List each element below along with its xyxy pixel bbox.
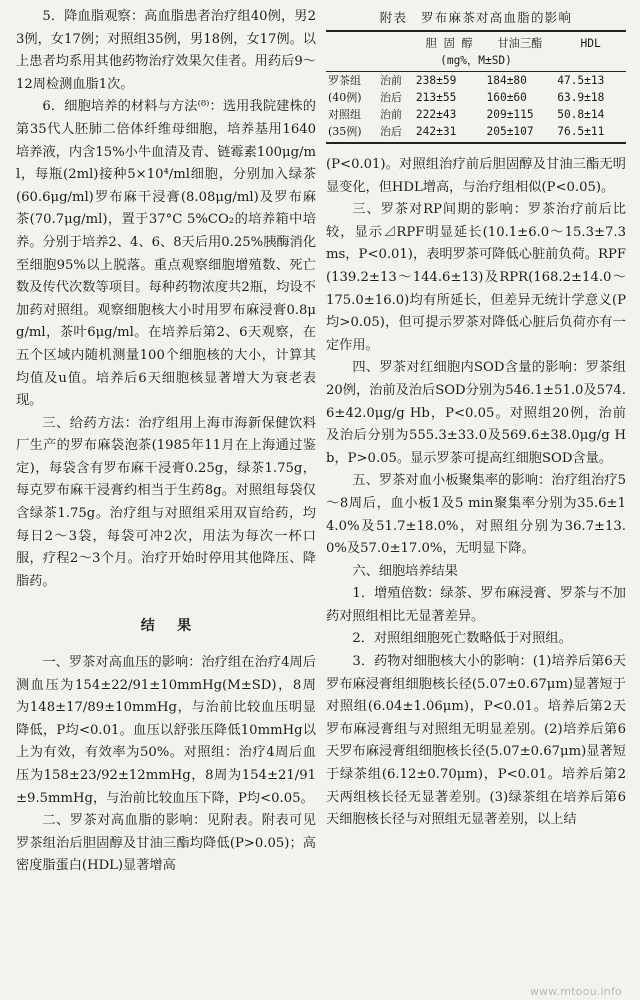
table-cell-phase: 治后	[378, 123, 414, 143]
table-cell-phase: 治前	[379, 74, 402, 87]
paragraph-lipid-continued: (P<0.01)。对照组治疗前后胆固醇及甘油三酯无明显变化，但HDL增高，与治疗组相似(P<0.05)。	[326, 157, 626, 195]
paragraph-proliferation: 1．增殖倍数：绿茶、罗布麻浸膏、罗茶与不加药对照组相比无显著差异。	[326, 586, 626, 624]
table-cell-group: 罗茶组	[328, 74, 361, 87]
paragraph-blood-lipid-effect: 二、罗茶对高血脂的影响：见附表。附表可见罗茶组治后胆固醇及甘油三酯均降低(P>0.05)；高密度脂蛋白(HDL)显著增高	[16, 813, 316, 874]
paragraph-sod-effect: 四、罗茶对红细胞内SOD含量的影响：罗茶组20例，治前及治后SOD分别为546.1±51.0及574.6±42.0μg/g Hb，P<0.05。对照组20例，治前及治后分别为555.3±33.0及569.6±38.0μg/g Hb，P>0.05。显示罗茶可提高红细胞SOD含量。	[326, 360, 626, 466]
table-row	[326, 123, 626, 143]
table-cell-group: (40例)	[328, 91, 362, 104]
table-cell-triglyceride: 209±115	[486, 108, 534, 121]
table-cell-cholesterol: 238±59	[415, 74, 457, 87]
table-cell-cholesterol: 222±43	[415, 108, 457, 121]
table-cell-group: 对照组	[328, 108, 361, 121]
paragraph-rp-interval-effect: 三、罗茶对RP间期的影响：罗茶治疗前后比较，显示⊿RPF明显延长(10.1±6.0～15.3±7.3ms，P<0.01)，表明罗茶可降低心脏前负荷。RPF(139.2±13～144.6±13)及RPR(168.2±14.0～175.0±16.0)均有所延长，但差异无统计学意义(P均>0.05)，但可提示罗茶对降低心脏后负荷亦有一定作用。	[326, 202, 626, 353]
table-cell-cholesterol: 213±55	[415, 91, 457, 104]
right-column	[326, 8, 626, 832]
paragraph-cell-culture-methods: 6．细胞培养的材料与方法⁽⁸⁾：选用我院建株的第35代人胚肺二倍体纤维母细胞，培养基用1640培养液，内含15%小牛血清及青、链霉素100μg/ml，每瓶(2ml)接种5×10⁴/ml细胞，分别加入绿茶(60.6μg/ml)罗布麻干浸膏(8.08μg/ml)及罗布麻茶(70.7μg/ml)，置于37°C 5%CO₂的培养箱中培养。分别于培养2、4、6、8天后用0.25%胰酶消化至细胞95%以上脱落。重点观察细胞增殖数、死亡数及传代次数等项目。每种药物浓度共2瓶，均设不加药对照组。观察细胞核大小时用罗布麻浸膏0.8μg/ml，茶叶6μg/ml。在培养后第2、6天观察，在五个区域内随机测量100个细胞核的大小，计算其均值及u值。培养后6天细胞核显著增大为衰老表现。	[16, 99, 316, 409]
table-row	[326, 89, 626, 106]
left-column	[16, 6, 316, 878]
paragraph-platelet-aggregation: 五、罗茶对血小板聚集率的影响：治疗组治疗5～8周后，血小板1及5 min聚集率分别为35.6±14.0%及51.7±18.0%，对照组分别为36.7±13.0%及57.0±17.0%，无明显下降。	[326, 473, 626, 557]
table-cell-group: (35例)	[326, 123, 378, 143]
table-cell-hdl: 50.8±14	[557, 108, 605, 121]
table-cell-triglyceride: 205±107	[484, 123, 555, 143]
paragraph-nucleus-size: 3．药物对细胞核大小的影响：(1)培养后第6天罗布麻浸膏组细胞核长径(5.07±0.67μm)显著短于对照组(6.04±1.06μm)，P<0.01。培养后第2天罗布麻浸膏组与对照组无明显差别。(2)培养后第6天罗布麻浸膏组细胞核长径(5.07±0.67μm)显著短于绿茶组(6.12±0.70μm)，P<0.01。培养后第2天两组核长径无显著差别。(3)绿茶组在培养后第6天细胞核长径与对照组无显著差别，以上结	[326, 654, 626, 828]
table-header-triglyceride: 甘油三酯	[484, 31, 555, 52]
lipid-results-table	[326, 30, 626, 144]
paragraph-lipid-observation: 5．降血脂观察：高血脂患者治疗组40例，男23例，女17例；对照组35例，男18例，女17例。以上患者均系用其他药物治疗效果欠佳者。用药后9～12周检测血脂1次。	[16, 9, 316, 92]
watermark-text: www.mtoou.info	[529, 985, 622, 998]
lipid-results-table-block	[326, 8, 626, 144]
table-cell-hdl: 76.5±11	[555, 123, 626, 143]
table-cell-hdl: 63.9±18	[557, 91, 605, 104]
table-units: (mg%，M±SD)	[326, 52, 626, 72]
table-cell-phase: 治后	[379, 91, 402, 104]
table-cell-phase: 治前	[379, 108, 402, 121]
table-row	[326, 106, 626, 123]
table-cell-hdl: 47.5±13	[557, 74, 605, 87]
table-header-empty	[378, 31, 414, 52]
paragraph-cell-culture-results-heading: 六、细胞培养结果	[352, 563, 458, 579]
table-header-hdl: HDL	[555, 31, 626, 52]
table-title: 附表 罗布麻茶对高血脂的影响	[379, 10, 573, 25]
section-heading-results: 结果	[140, 618, 214, 635]
paragraph-dosing-method: 三、给药方法：治疗组用上海市海新保健饮料厂生产的罗布麻袋泡茶(1985年11月在上海通过鉴定)，每袋含有罗布麻干浸膏0.25g，绿茶1.75g，每克罗布麻干浸膏约相当于生药8g。对照组每袋仅含绿茶1.75g。治疗组与对照组采用双盲给药，均每日2～3袋，每袋可冲2次，用法为每次一杯口服，疗程2～3个月。治疗开始时停用其他降压、降脂药。	[16, 415, 316, 589]
table-cell-cholesterol: 242±31	[414, 123, 485, 143]
table-cell-triglyceride: 184±80	[486, 74, 527, 87]
table-header-cholesterol: 胆 固 醇	[414, 31, 485, 52]
table-cell-triglyceride: 160±60	[486, 91, 527, 104]
table-row	[326, 72, 626, 90]
paragraph-cell-death: 2．对照组细胞死亡数略低于对照组。	[352, 631, 572, 647]
paragraph-blood-pressure-effect: 一、罗茶对高血压的影响：治疗组在治疗4周后测血压为154±22/91±10mmHg(M±SD)，8周为148±17/89±10mmHg，与治前比较血压明显降低，P均<0.01。血压以舒张压降低10mmHg以上为有效，有效率为50%。对照组：治疗4周后血压为158±23/92±12mmHg，8周为154±21/91±9.5mmHg，与治前比较血压下降，P均<0.05。	[16, 655, 316, 806]
table-units-row	[326, 52, 626, 72]
table-header-empty	[326, 31, 378, 52]
table-header-row	[326, 31, 626, 52]
